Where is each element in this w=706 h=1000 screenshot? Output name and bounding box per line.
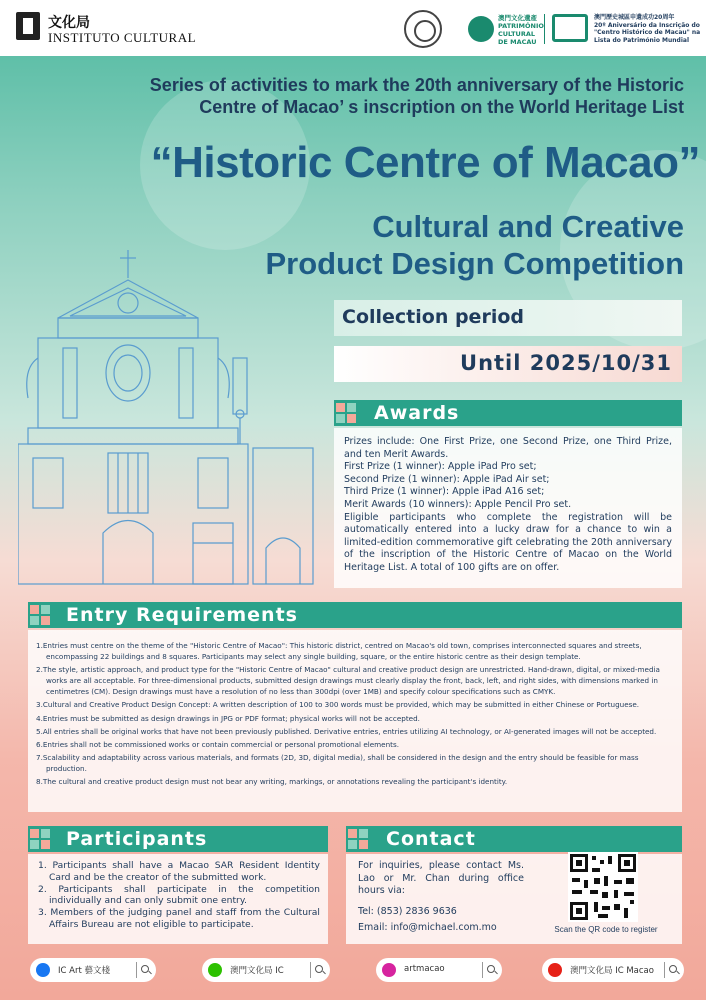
list-item: 1.Entries must centre on the theme of the "Historic Centre of Macao": This historic district, centred on Macao's old town, comprises interconnected squares and streets, encompassing 22 buildings and 8 squares. Participants may select any single building, square, or the entire historic centre as their design template. — [36, 641, 642, 661]
qr-code-icon[interactable] — [568, 852, 638, 922]
entry-header — [28, 602, 682, 628]
anniversary-line: 澳門歷史城區申遺成功20周年 — [594, 14, 675, 21]
header-bar — [0, 0, 706, 56]
org-name-en: INSTITUTO CULTURAL — [48, 30, 197, 45]
series-line-1: Series of activities to mark the 20th anniversary of the Historic — [149, 75, 684, 95]
quatrefoil-icon — [30, 605, 52, 625]
participants-list — [38, 860, 320, 931]
search-icon — [310, 962, 326, 978]
heritage-line: PATRIMÓNIO — [498, 22, 544, 30]
cultural-heritage-logo-icon — [468, 16, 494, 42]
awards-line: First Prize (1 winner): Apple iPad Pro set; — [344, 461, 537, 473]
main-title: “Historic Centre of Macao” — [150, 138, 700, 187]
participants-header — [28, 826, 328, 852]
list-item: 1. Participants shall have a Macao SAR Resident Identity Card and be the creator of the submitted work. — [38, 860, 320, 883]
list-item: 7.Scalability and adaptability across various materials, and formats (2D, 3D, digital media), shall be considered in the design and the entry should be feasible for mass production. — [36, 753, 639, 774]
institute-logo-icon — [16, 12, 40, 40]
list-item: 3. Members of the judging panel and staff from the Cultural Affairs Bureau are not eligible to participate. — [38, 907, 320, 930]
social-youtube[interactable] — [542, 958, 684, 982]
list-item: 6.Entries shall not be commissioned works or contain commercial or personal promotional elements. — [36, 739, 400, 749]
list-item: 8.The cultural and creative product design must not bear any writing, markings, or annotations revealing the participant's identity. — [36, 777, 508, 787]
church-illustration — [18, 248, 318, 588]
cultural-heritage-logo-text — [498, 14, 544, 46]
series-heading — [30, 74, 684, 118]
logo-divider — [544, 14, 545, 44]
anniversary-line: Lista do Património Mundial — [594, 36, 690, 44]
search-icon — [482, 962, 498, 978]
awards-header — [334, 400, 682, 426]
collection-period-box — [334, 300, 682, 336]
quatrefoil-icon — [348, 829, 370, 849]
list-item: 5.All entries shall be original works that have not been previously published. Derivative entries, entries utilizing AI technology, or AI-generated images will not be accepted. — [36, 726, 657, 736]
list-item: 2. Participants shall participate in the competition individually and can only submit one entry. — [38, 883, 320, 907]
subtitle-line-2: Product Design Competition — [265, 246, 684, 281]
anniversary-logo-icon — [552, 14, 588, 42]
instagram-icon — [382, 963, 396, 977]
anniversary-line: "Centro Histórico de Macau" na — [594, 29, 701, 36]
awards-text — [344, 436, 672, 575]
list-item: 3.Cultural and Creative Product Design Concept: A written description of 100 to 300 words must be provided, which may be submitted in either Chinese or Portuguese. — [36, 700, 640, 710]
subtitle-line-1: Cultural and Creative — [372, 209, 684, 244]
contact-intro: For inquiries, please contact Ms. Lao or Mr. Chan during office hours via: — [358, 860, 524, 896]
anniversary-logo-text — [594, 14, 704, 44]
youtube-icon — [548, 963, 562, 977]
social-facebook[interactable] — [30, 958, 156, 982]
entry-requirements-list — [36, 640, 676, 790]
deadline-box — [334, 346, 682, 382]
contact-tel: Tel: (853) 2836 9636 — [358, 906, 457, 917]
awards-line: Second Prize (1 winner): Apple iPad Air set; — [344, 473, 550, 485]
social-label: IC Art 藝文棧 — [58, 966, 110, 976]
search-icon — [136, 962, 152, 978]
awards-line: Merit Awards (10 winners): Apple Pencil Pro set. — [344, 498, 572, 510]
social-label: 澳門文化局 IC Macao — [570, 966, 654, 976]
social-instagram[interactable] — [376, 958, 502, 982]
awards-line: Eligible participants who complete the registration will be automatically entered into a lucky draw for a chance to win a limited-edition commemorative gift celebrating the 20th anniversary of the inscription of the Historic Centre of Macao on the World Heritage List. A total of 100 gifts are on offer. — [344, 511, 672, 573]
series-line-2: Centre of Macao’ s inscription on the World Heritage List — [199, 97, 684, 117]
deadline-text: Until 2025/10/31 — [460, 351, 672, 375]
social-wechat[interactable] — [202, 958, 330, 982]
list-item: 4.Entries must be submitted as design drawings in JPG or PDF format; physical works will not be accepted. — [36, 713, 420, 723]
social-label: artmacao — [404, 964, 445, 974]
contact-header — [346, 826, 682, 852]
contact-email[interactable]: Email: info@michael.com.mo — [358, 922, 497, 933]
awards-line: Prizes include: One First Prize, one Second Prize, one Third Prize, and ten Merit Awards. — [344, 436, 672, 460]
heritage-line: DE MACAU — [498, 38, 537, 46]
heritage-line: 澳門文化遺產 — [498, 14, 537, 22]
collection-period-label: Collection period — [342, 306, 524, 328]
quatrefoil-icon — [30, 829, 52, 849]
awards-line: Third Prize (1 winner): Apple iPad A16 set; — [344, 486, 545, 498]
entry-heading: Entry Requirements — [66, 604, 298, 626]
heritage-line: CULTURAL — [498, 30, 536, 38]
wechat-icon — [208, 963, 222, 977]
facebook-icon — [36, 963, 50, 977]
org-name-zh: 文化局 — [48, 15, 90, 31]
awards-heading: Awards — [374, 402, 460, 424]
participants-heading: Participants — [66, 828, 208, 850]
search-icon — [664, 962, 680, 978]
qr-caption: Scan the QR code to register — [554, 925, 658, 934]
anniversary-line: 20º Aniversário da Inscrição do — [594, 21, 700, 29]
contact-heading: Contact — [386, 828, 476, 850]
world-heritage-seal-icon — [404, 10, 442, 48]
social-label: 澳門文化局 IC — [230, 966, 284, 976]
quatrefoil-icon — [336, 403, 358, 423]
list-item: 2.The style, artistic approach, and product type for the "Historic Centre of Macao" cultural and creative product design are unrestricted. Hand-drawn, digital, or mixed-media works are all acceptable. For three-dimensional products, submitted design drawings must clearly display the front, back, left, and right sides, with dimensions marked in centimetres (CM). Design drawings must have a resolution of no less than 300dpi (over 1MB) and specify colour specifications such as CMYK. — [36, 665, 660, 697]
